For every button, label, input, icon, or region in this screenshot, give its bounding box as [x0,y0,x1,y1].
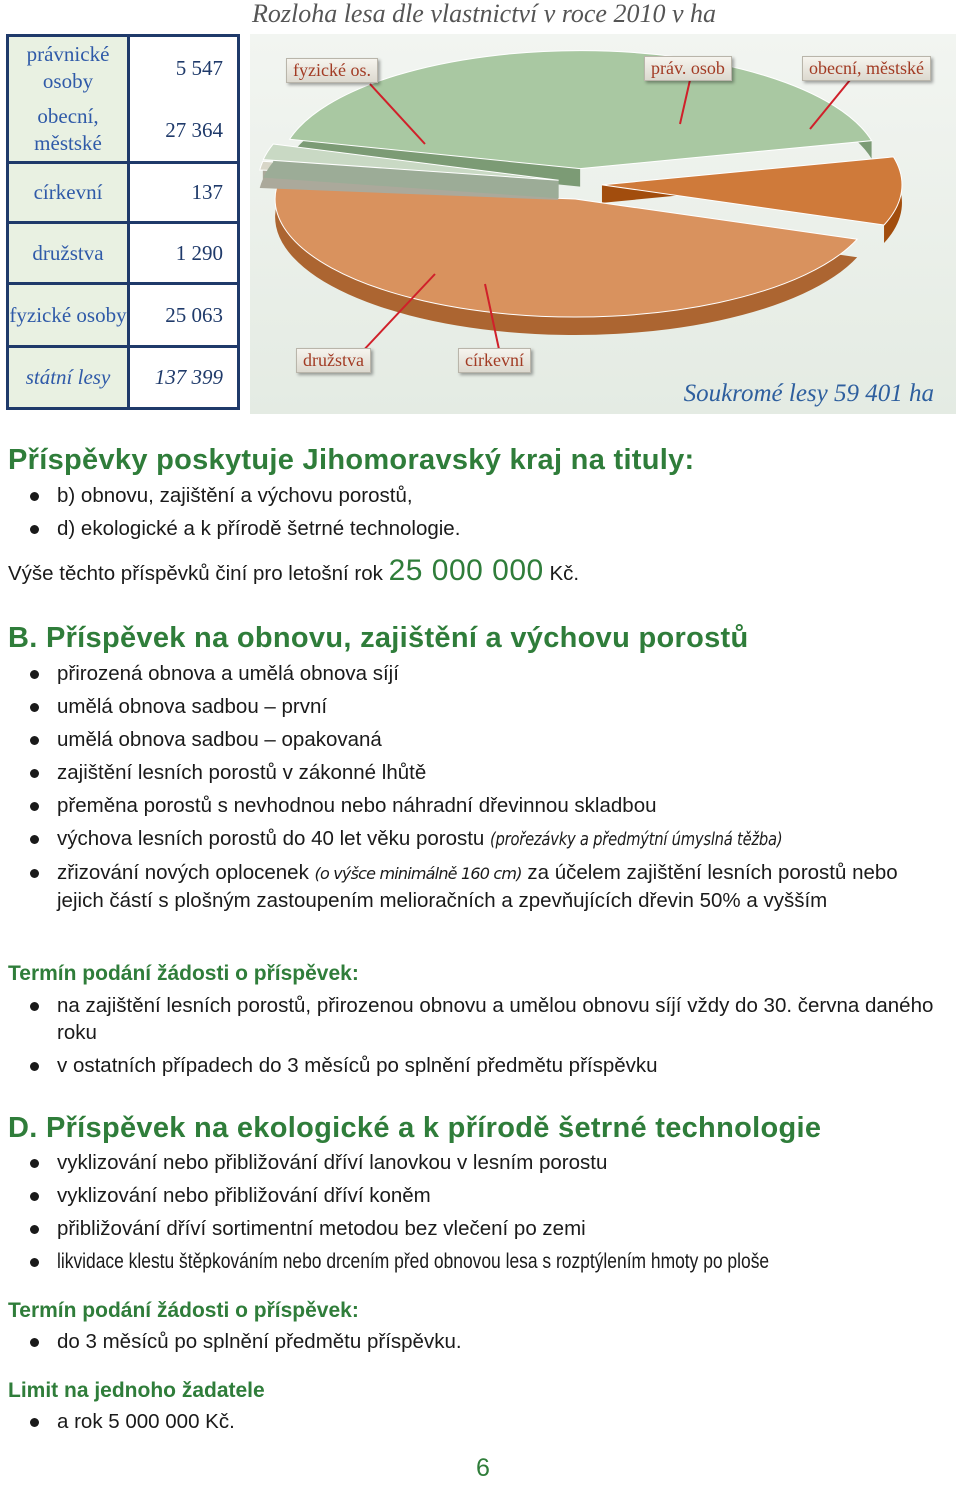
table-row-label: fyzické osoby [9,285,127,345]
list-item [30,1248,945,1275]
bullet-icon [30,1002,39,1011]
list-item-text: umělá obnova sadbou – opakovaná [57,728,382,751]
list-item-note: (o výšce minimálně 160 cm) [314,864,522,883]
pie-label-cirkevni: církevní [458,348,531,373]
limit-heading: Limit na jednoho žadatele [8,1379,265,1402]
list-item [30,1215,945,1242]
bullet-icon [30,1418,39,1427]
section-d-term-list [30,1328,945,1361]
bullet-icon [30,835,39,844]
list-item-text: vyklizování nebo přibližování dříví koněm [57,1184,431,1207]
pie-label-fyzicke: fyzické os. [286,58,378,83]
table-row-value: 27 364 [127,99,237,161]
list-item [30,1182,945,1209]
bullet-icon [30,1062,39,1071]
section-d-list [30,1149,945,1281]
list-item [30,726,945,753]
bullet-icon [30,670,39,679]
bullet-icon [30,1225,39,1234]
list-item [30,1328,945,1355]
list-item-text: d) ekologické a k přírodě šetrné technologie. [57,517,461,540]
list-item-text: vyklizování nebo přibližování dříví lanovkou v lesním porostu [57,1151,608,1174]
table-row [9,99,237,161]
table-row-label: právnické osoby [9,37,127,99]
intro-heading: Příspěvky poskytuje Jihomoravský kraj na tituly: [8,444,695,476]
table-row-value: 25 063 [127,285,237,345]
bullet-icon [30,703,39,712]
bullet-icon [30,1258,39,1267]
amount-prefix: Výše těchto příspěvků činí pro letošní rok [8,562,383,585]
list-item [30,482,945,509]
list-item-text: přeměna porostů s nevhodnou nebo náhradní dřevinnou skladbou [57,794,657,817]
bullet-icon [30,769,39,778]
list-item [30,1052,945,1079]
table-row-value: 1 290 [127,224,237,282]
table-row [9,348,237,407]
table-row-label: státní lesy [9,348,127,407]
table-row [9,224,237,282]
list-item-text-cont: za účelem zajištění lesních porostů nebo jejich částí s plošným zastoupením melioračních a zpevňujících dřevin 50% a vyšším [57,861,898,912]
ownership-table [6,34,240,410]
table-row-label: obecní, městské [9,99,127,161]
list-item [30,1149,945,1176]
pie-chart-panel [250,34,956,414]
list-item [30,515,945,542]
bullet-icon [30,1192,39,1201]
list-item-text: výchova lesních porostů do 40 let věku porostu [57,827,485,850]
list-item-text: přirozená obnova a umělá obnova síjí [57,662,399,685]
pie-label-druzstva: družstva [296,348,371,373]
section-b-list [30,660,945,920]
list-item [30,693,945,720]
private-forests-note: Soukromé lesy 59 401 ha [683,380,934,407]
list-item-text: zajištění lesních porostů v zákonné lhůtě [57,761,427,784]
amount-line [8,554,579,588]
section-b-term-heading: Termín podání žádosti o příspěvek: [8,962,359,985]
table-row [9,164,237,221]
table-row-value: 5 547 [127,37,237,99]
bullet-icon [30,525,39,534]
table-row-value: 137 399 [127,348,237,407]
list-item [30,859,945,914]
table-row [9,285,237,345]
list-item-text: na zajištění lesních porostů, přirozenou obnovu a umělou obnovu síjí vždy do 30. června daného roku [57,994,934,1044]
bullet-icon [30,1159,39,1168]
bullet-icon [30,1338,39,1347]
bullet-icon [30,802,39,811]
list-item-text: přibližování dříví sortimentní metodou bez vlečení po zemi [57,1217,586,1240]
amount-suffix: Kč. [549,562,580,585]
list-item [30,992,945,1046]
intro-list [30,482,945,548]
table-row-value: 137 [127,164,237,221]
bullet-icon [30,736,39,745]
list-item-note: (prořezávky a předmýtní úmyslná těžba) [490,829,783,850]
table-row [9,37,237,99]
page-number: 6 [476,1454,490,1482]
list-item-text: zřizování nových oplocenek [57,861,309,884]
amount-value: 25 000 000 [388,554,544,587]
chart-title: Rozloha lesa dle vlastnictví v roce 2010 v ha [251,0,717,28]
section-b-heading: B. Příspěvek na obnovu, zajištění a výchovu porostů [8,622,749,654]
section-b-term-list [30,992,945,1085]
list-item-text: v ostatních případech do 3 měsíců po splnění předmětu příspěvku [57,1054,658,1077]
list-item-text: b) obnovu, zajištění a výchovu porostů, [57,484,413,507]
list-item [30,759,945,786]
list-item-text: likvidace klestu štěpkováním nebo drcením před obnovou lesa s rozptýlením hmoty po ploše [57,1250,770,1273]
list-item-text: a rok 5 000 000 Kč. [57,1410,235,1433]
section-d-heading: D. Příspěvek na ekologické a k přírodě šetrné technologie [8,1112,822,1144]
list-item-text: umělá obnova sadbou – první [57,695,328,718]
bullet-icon [30,492,39,501]
pie-label-obecni: obecní, městské [802,56,931,81]
bullet-icon [30,869,39,878]
list-item [30,792,945,819]
list-item [30,825,945,853]
section-d-term-heading: Termín podání žádosti o příspěvek: [8,1299,359,1322]
pie-label-pravnicke: práv. osob [644,56,732,81]
table-row-label: církevní [9,164,127,221]
limit-list [30,1408,945,1441]
list-item [30,660,945,687]
table-row-label: družstva [9,224,127,282]
list-item [30,1408,945,1435]
list-item-text: do 3 měsíců po splnění předmětu příspěvku. [57,1330,462,1353]
